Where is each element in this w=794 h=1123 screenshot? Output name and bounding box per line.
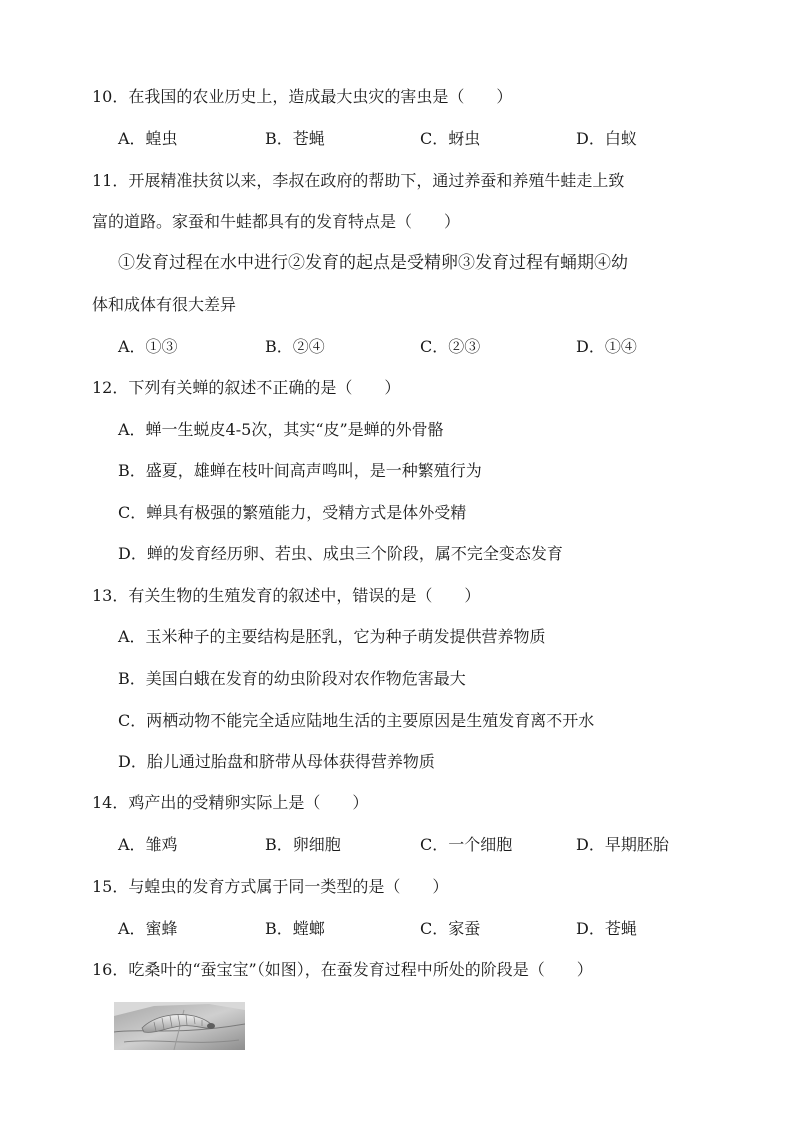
- question-15-stem: 15．与蝗虫的发育方式属于同一类型的是（ ）: [92, 877, 449, 896]
- question-14-option-d: D．早期胚胎: [576, 835, 669, 854]
- question-10-option-c: C．蚜虫: [420, 129, 481, 148]
- question-11-option-c: C．②③: [420, 337, 481, 356]
- question-11-option-b: B．②④: [265, 337, 325, 356]
- question-15-option-d: D．苍蝇: [576, 919, 637, 938]
- question-15-option-a: A．蜜蜂: [118, 919, 178, 938]
- question-11-statements-line2: 体和成体有很大差异: [92, 295, 237, 314]
- question-10-option-d: D．白蚁: [576, 129, 637, 148]
- question-14-option-c: C．一个细胞: [420, 835, 513, 854]
- question-12-option-d: D．蝉的发育经历卵、若虫、成虫三个阶段，属不完全变态发育: [118, 544, 563, 563]
- question-10-option-a: A．蝗虫: [118, 129, 178, 148]
- question-15-option-b: B．螳螂: [265, 919, 325, 938]
- silkworm-figure: [114, 1002, 245, 1050]
- question-12-option-a: A．蝉一生蜕皮4-5次，其实“皮”是蝉的外骨骼: [118, 420, 444, 439]
- question-11-statements-line1: ①发育过程在水中进行②发育的起点是受精卵③发育过程有蛹期④幼: [118, 253, 628, 273]
- question-13-option-d: D．胎儿通过胎盘和脐带从母体获得营养物质: [118, 752, 435, 771]
- question-13-option-a: A．玉米种子的主要结构是胚乳，它为种子萌发提供营养物质: [118, 627, 546, 646]
- question-15-option-c: C．家蚕: [420, 919, 481, 938]
- question-10-stem: 10．在我国的农业历史上，造成最大虫灾的害虫是（ ）: [92, 87, 513, 106]
- question-12-option-c: C．蝉具有极强的繁殖能力，受精方式是体外受精: [118, 503, 467, 522]
- question-11-option-a: A．①③: [118, 337, 178, 356]
- question-16-stem: 16．吃桑叶的“蚕宝宝”（如图），在蚕发育过程中所处的阶段是（ ）: [92, 960, 593, 979]
- question-13-stem: 13．有关生物的生殖发育的叙述中，错误的是（ ）: [92, 586, 481, 605]
- question-10-option-b: B．苍蝇: [265, 129, 325, 148]
- question-11-stem-line1: 11．开展精准扶贫以来，李叔在政府的帮助下，通过养蚕和养殖牛蛙走上致: [92, 171, 625, 190]
- question-11-option-d: D．①④: [576, 337, 637, 356]
- silkworm-on-leaf-image: [114, 1002, 245, 1050]
- question-12-option-b: B．盛夏，雄蝉在枝叶间高声鸣叫，是一种繁殖行为: [118, 461, 482, 480]
- question-14-stem: 14．鸡产出的受精卵实际上是（ ）: [92, 793, 369, 812]
- question-14-option-a: A．雏鸡: [118, 835, 178, 854]
- question-11-stem-line2: 富的道路。家蚕和牛蛙都具有的发育特点是（ ）: [92, 212, 461, 231]
- question-12-stem: 12．下列有关蝉的叙述不正确的是（ ）: [92, 378, 401, 397]
- question-13-option-b: B．美国白蛾在发育的幼虫阶段对农作物危害最大: [118, 669, 466, 688]
- question-14-option-b: B．卵细胞: [265, 835, 341, 854]
- question-13-option-c: C．两栖动物不能完全适应陆地生活的主要原因是生殖发育离不开水: [118, 711, 595, 730]
